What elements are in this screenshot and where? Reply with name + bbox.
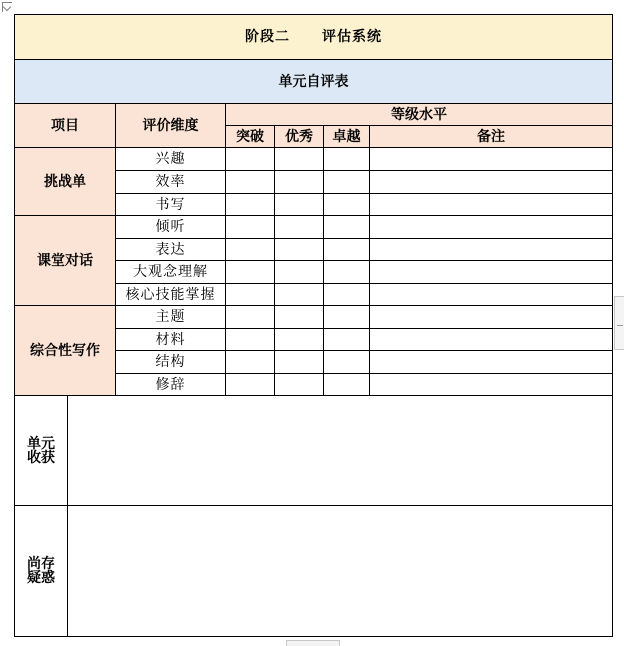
remaining-doubts-label	[15, 506, 68, 637]
dimension-material: 材料	[116, 329, 226, 351]
remark-cell[interactable]	[370, 261, 613, 284]
score-cell[interactable]	[226, 374, 275, 396]
stage-title	[15, 15, 613, 60]
score-cell[interactable]	[275, 284, 324, 306]
header-level-outstanding: 卓越	[324, 126, 370, 148]
remark-cell[interactable]	[370, 306, 613, 329]
remark-cell[interactable]	[370, 148, 613, 171]
unit-gains-label-line1: 单元	[27, 435, 55, 452]
header-item: 项目	[15, 104, 116, 148]
dimension-rhetoric: 修辞	[116, 374, 226, 396]
remark-cell[interactable]	[370, 194, 613, 216]
remaining-doubts-label-line2: 疑惑	[27, 570, 55, 586]
category-classroom-dialogue: 课堂对话	[15, 216, 116, 306]
score-cell[interactable]	[275, 261, 324, 284]
score-cell[interactable]	[275, 194, 324, 216]
header-dimension: 评价维度	[116, 104, 226, 148]
score-cell[interactable]	[275, 216, 324, 239]
unit-gains-label	[15, 396, 68, 506]
score-cell[interactable]	[275, 239, 324, 261]
stage-system: 评估系统	[322, 29, 383, 45]
score-cell[interactable]	[226, 148, 275, 171]
unit-gains-input[interactable]	[68, 396, 613, 506]
score-cell[interactable]	[324, 351, 370, 374]
score-cell[interactable]	[275, 148, 324, 171]
score-cell[interactable]	[275, 351, 324, 374]
score-cell[interactable]	[324, 306, 370, 329]
score-cell[interactable]	[324, 239, 370, 261]
dimension-core-skills: 核心技能掌握	[116, 284, 226, 306]
table-column-resize-handle[interactable]	[286, 640, 340, 646]
header-level: 等级水平	[226, 104, 613, 126]
score-cell[interactable]	[324, 148, 370, 171]
header-remark: 备注	[370, 126, 613, 148]
stage-name: 阶段二	[245, 29, 291, 45]
sheet-title: 单元自评表	[15, 60, 613, 104]
dimension-efficiency: 效率	[116, 171, 226, 194]
remark-cell[interactable]	[370, 284, 613, 306]
score-cell[interactable]	[324, 194, 370, 216]
score-cell[interactable]	[275, 306, 324, 329]
score-cell[interactable]	[226, 351, 275, 374]
score-cell[interactable]	[275, 374, 324, 396]
score-cell[interactable]	[324, 261, 370, 284]
score-cell[interactable]	[324, 171, 370, 194]
table-row-resize-handle[interactable]	[614, 296, 624, 350]
score-cell[interactable]	[275, 171, 324, 194]
remark-cell[interactable]	[370, 351, 613, 374]
score-cell[interactable]	[226, 216, 275, 239]
score-cell[interactable]	[226, 261, 275, 284]
score-cell[interactable]	[324, 284, 370, 306]
score-cell[interactable]	[226, 239, 275, 261]
dimension-writing: 书写	[116, 194, 226, 216]
score-cell[interactable]	[226, 329, 275, 351]
dimension-expression: 表达	[116, 239, 226, 261]
score-cell[interactable]	[226, 171, 275, 194]
category-comprehensive-writing: 综合性写作	[15, 306, 116, 396]
score-cell[interactable]	[226, 284, 275, 306]
dimension-theme: 主题	[116, 306, 226, 329]
unit-gains-label-line2: 收获	[27, 449, 55, 466]
header-level-breakthrough: 突破	[226, 126, 275, 148]
category-challenge-sheet: 挑战单	[15, 148, 116, 216]
dimension-listening: 倾听	[116, 216, 226, 239]
score-cell[interactable]	[226, 306, 275, 329]
score-cell[interactable]	[324, 216, 370, 239]
score-cell[interactable]	[275, 329, 324, 351]
remaining-doubts-label-line1: 尚存	[27, 556, 55, 572]
remark-cell[interactable]	[370, 239, 613, 261]
remark-cell[interactable]	[370, 216, 613, 239]
header-level-excellent: 优秀	[275, 126, 324, 148]
score-cell[interactable]	[226, 194, 275, 216]
remaining-doubts-input[interactable]	[68, 506, 613, 637]
remark-cell[interactable]	[370, 171, 613, 194]
table-move-handle-icon[interactable]	[2, 2, 12, 12]
score-cell[interactable]	[324, 374, 370, 396]
remark-cell[interactable]	[370, 329, 613, 351]
score-cell[interactable]	[324, 329, 370, 351]
dimension-big-concept: 大观念理解	[116, 261, 226, 284]
dimension-structure: 结构	[116, 351, 226, 374]
remark-cell[interactable]	[370, 374, 613, 396]
dimension-interest: 兴趣	[116, 148, 226, 171]
unit-self-evaluation-table	[14, 14, 613, 637]
